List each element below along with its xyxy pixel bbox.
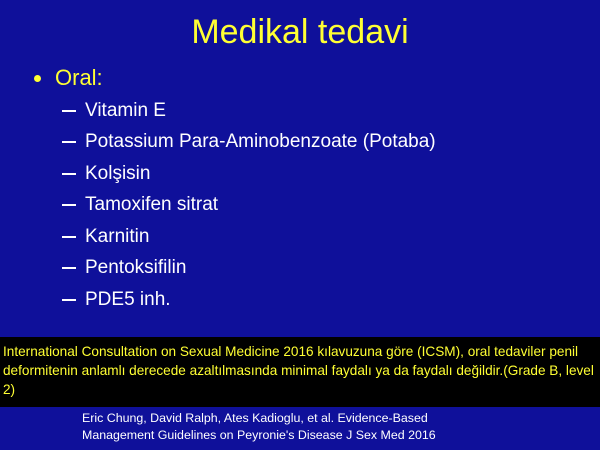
list-item-label: PDE5 inh. bbox=[85, 288, 171, 310]
list-item-label: Tamoxifen sitrat bbox=[85, 194, 219, 216]
list-item-label: Karnitin bbox=[85, 225, 150, 247]
reference-citation bbox=[82, 410, 582, 444]
list-item bbox=[62, 284, 436, 316]
dash-icon bbox=[62, 236, 76, 238]
dash-icon bbox=[62, 267, 76, 269]
list-item-label: Kolşisin bbox=[85, 162, 151, 184]
list-item bbox=[62, 158, 436, 190]
bullet-label: Oral: bbox=[55, 65, 103, 90]
list-item-label: Vitamin E bbox=[85, 99, 166, 121]
bullet-oral bbox=[34, 65, 103, 91]
list-item-label: Pentoksifilin bbox=[85, 257, 187, 279]
list-item-label: Potassium Para-Aminobenzoate (Potaba) bbox=[85, 131, 436, 153]
dash-icon bbox=[62, 204, 76, 206]
bullet-dot-icon bbox=[34, 75, 41, 82]
list-item bbox=[62, 95, 436, 127]
dash-icon bbox=[62, 299, 76, 301]
dash-icon bbox=[62, 141, 76, 143]
reference-line-2: Management Guidelines on Peyronie's Disease J Sex Med 2016 bbox=[82, 428, 436, 442]
reference-line-1: Eric Chung, David Ralph, Ates Kadioglu, et al. Evidence-Based bbox=[82, 411, 428, 425]
highlight-box-text: International Consultation on Sexual Medicine 2016 kılavuzuna göre (ICSM), oral tedaviler penil deformitenin anlamlı derecede azaltılmasında minimal faydalı ya da faydalı değildir.(Grade B, level 2) bbox=[3, 344, 594, 397]
list-item bbox=[62, 190, 436, 222]
list-item bbox=[62, 221, 436, 253]
list-item bbox=[62, 253, 436, 285]
dash-icon bbox=[62, 173, 76, 175]
list-item bbox=[62, 127, 436, 159]
sub-bullet-list bbox=[62, 95, 436, 316]
dash-icon bbox=[62, 110, 76, 112]
slide-title: Medikal tedavi bbox=[191, 13, 409, 51]
